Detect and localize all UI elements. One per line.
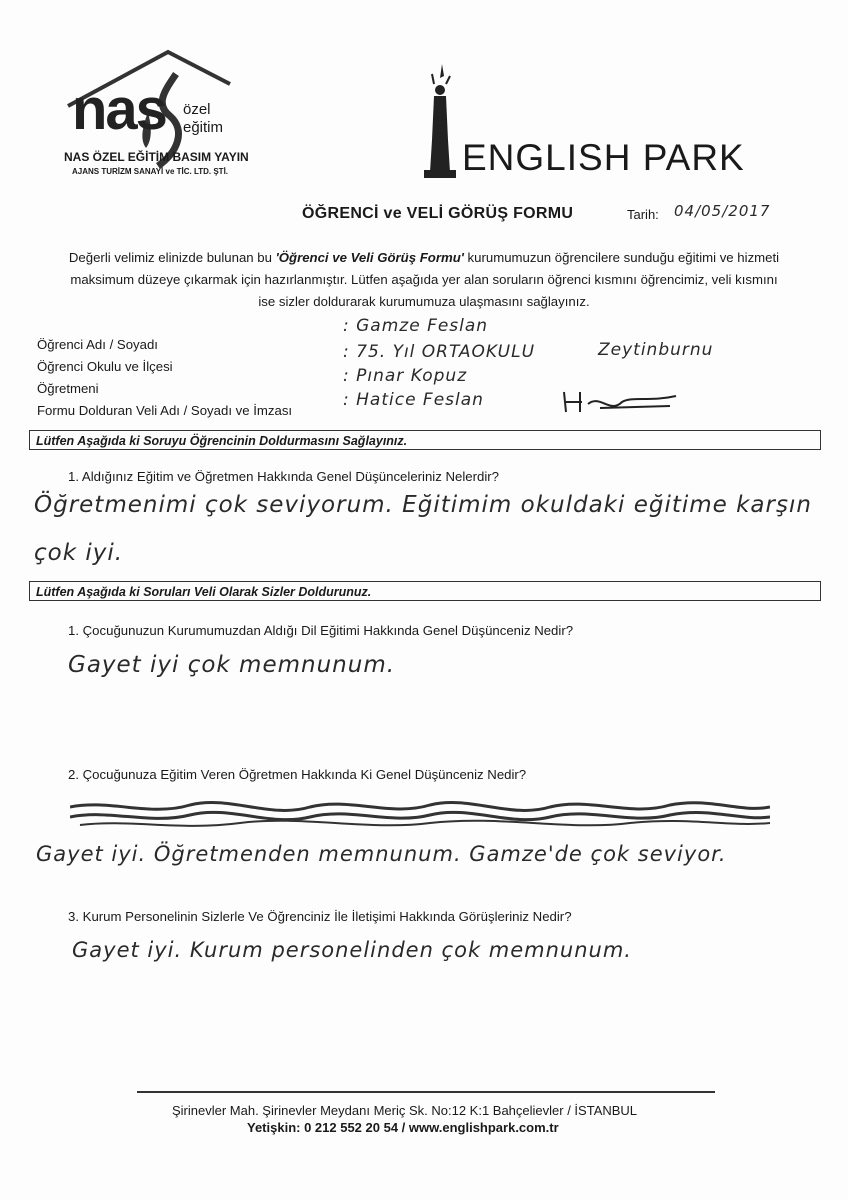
teacher-field[interactable]: : Pınar Kopuz: [343, 366, 468, 386]
student-section-heading: Lütfen Aşağıda ki Soruyu Öğrencinin Doldurmasını Sağlayınız.: [29, 430, 821, 450]
nas-egitim-text: eğitim: [183, 119, 224, 136]
school-field[interactable]: : 75. Yıl ORTAOKULU: [343, 342, 536, 362]
crossed-out-scribble: [70, 795, 770, 835]
nas-ozel-text: özel: [183, 101, 211, 118]
district-field[interactable]: Zeytinburnu: [598, 340, 714, 360]
parent-question-1: 1. Çocuğunuzun Kurumumuzdan Aldığı Dil Eğitimi Hakkında Genel Düşünceniz Nedir?: [68, 623, 574, 638]
nas-company-subtitle: AJANS TURİZM SANAYİ ve TİC. LTD. ŞTİ.: [72, 167, 229, 176]
field-label: Öğretmeni: [37, 381, 99, 396]
date-label: Tarih:: [627, 207, 659, 222]
footer-address: Şirinevler Mah. Şirinevler Meydanı Meriç Sk. No:12 K:1 Bahçelievler / İSTANBUL: [172, 1103, 638, 1118]
field-label: Formu Dolduran Veli Adı / Soyadı ve İmzası: [37, 403, 293, 418]
intro-paragraph: [28, 247, 820, 313]
nas-logo-letters: nas: [72, 77, 166, 142]
student-answer-1-line2[interactable]: çok iyi.: [34, 540, 124, 566]
intro-text: maksimum düzeye çıkarmak için hazırlanmıştır. Lütfen aşağıda yer alan soruların öğrenci kısmını öğrencimiz, veli kısmını: [70, 272, 778, 287]
intro-text: Değerli velimiz elinizde bulunan bu: [68, 250, 276, 265]
field-label: Öğrenci Okulu ve İlçesi: [37, 359, 173, 374]
nas-company-name: NAS ÖZEL EĞİTİM BASIM YAYIN: [64, 150, 249, 164]
english-park-brand: ENGLISH PARK: [462, 137, 745, 178]
form-title: ÖĞRENCİ ve VELİ GÖRÜŞ FORMU: [302, 205, 574, 222]
footer-divider: [137, 1091, 715, 1093]
parent-answer-1[interactable]: Gayet iyi çok memnunum.: [68, 652, 396, 678]
parent-question-3: 3. Kurum Personelinin Sizlerle Ve Öğrenciniz İle İletişimi Hakkında Görüşleriniz Nedir?: [68, 909, 572, 924]
intro-text: kurumumuzun öğrencilere sunduğu eğitimi ve hizmeti: [463, 250, 780, 265]
student-question-1: 1. Aldığınız Eğitim ve Öğretmen Hakkında Genel Düşünceleriniz Nelerdir?: [68, 469, 499, 484]
field-labels: [37, 334, 292, 422]
field-label: Öğrenci Adı / Soyadı: [37, 337, 158, 352]
student-answer-1-line1[interactable]: Öğretmenimi çok seviyorum. Eğitimim okuldaki eğitime karşın: [34, 492, 812, 518]
signature-icon: [560, 388, 680, 416]
footer-contact: Yetişkin: 0 212 552 20 54 / www.englishpark.com.tr: [247, 1120, 559, 1135]
student-name-field[interactable]: : Gamze Feslan: [343, 316, 489, 336]
intro-form-name: 'Öğrenci ve Veli Görüş Formu': [275, 250, 464, 265]
parent-name-field[interactable]: : Hatice Feslan: [343, 390, 484, 410]
parent-question-2: 2. Çocuğunuza Eğitim Veren Öğretmen Hakkında Ki Genel Düşünceniz Nedir?: [68, 767, 527, 782]
statue-of-liberty-icon: [420, 60, 460, 180]
parent-answer-2[interactable]: Gayet iyi. Öğretmenden memnunum. Gamze'de çok seviyor.: [36, 842, 727, 866]
intro-text: ise sizler doldurarak kurumumuza ulaşmasını sağlayınız.: [258, 294, 590, 309]
date-value[interactable]: 04/05/2017: [674, 202, 771, 220]
parent-section-heading: Lütfen Aşağıda ki Soruları Veli Olarak Sizler Doldurunuz.: [29, 581, 821, 601]
parent-answer-3[interactable]: Gayet iyi. Kurum personelinden çok memnunum.: [72, 938, 632, 962]
